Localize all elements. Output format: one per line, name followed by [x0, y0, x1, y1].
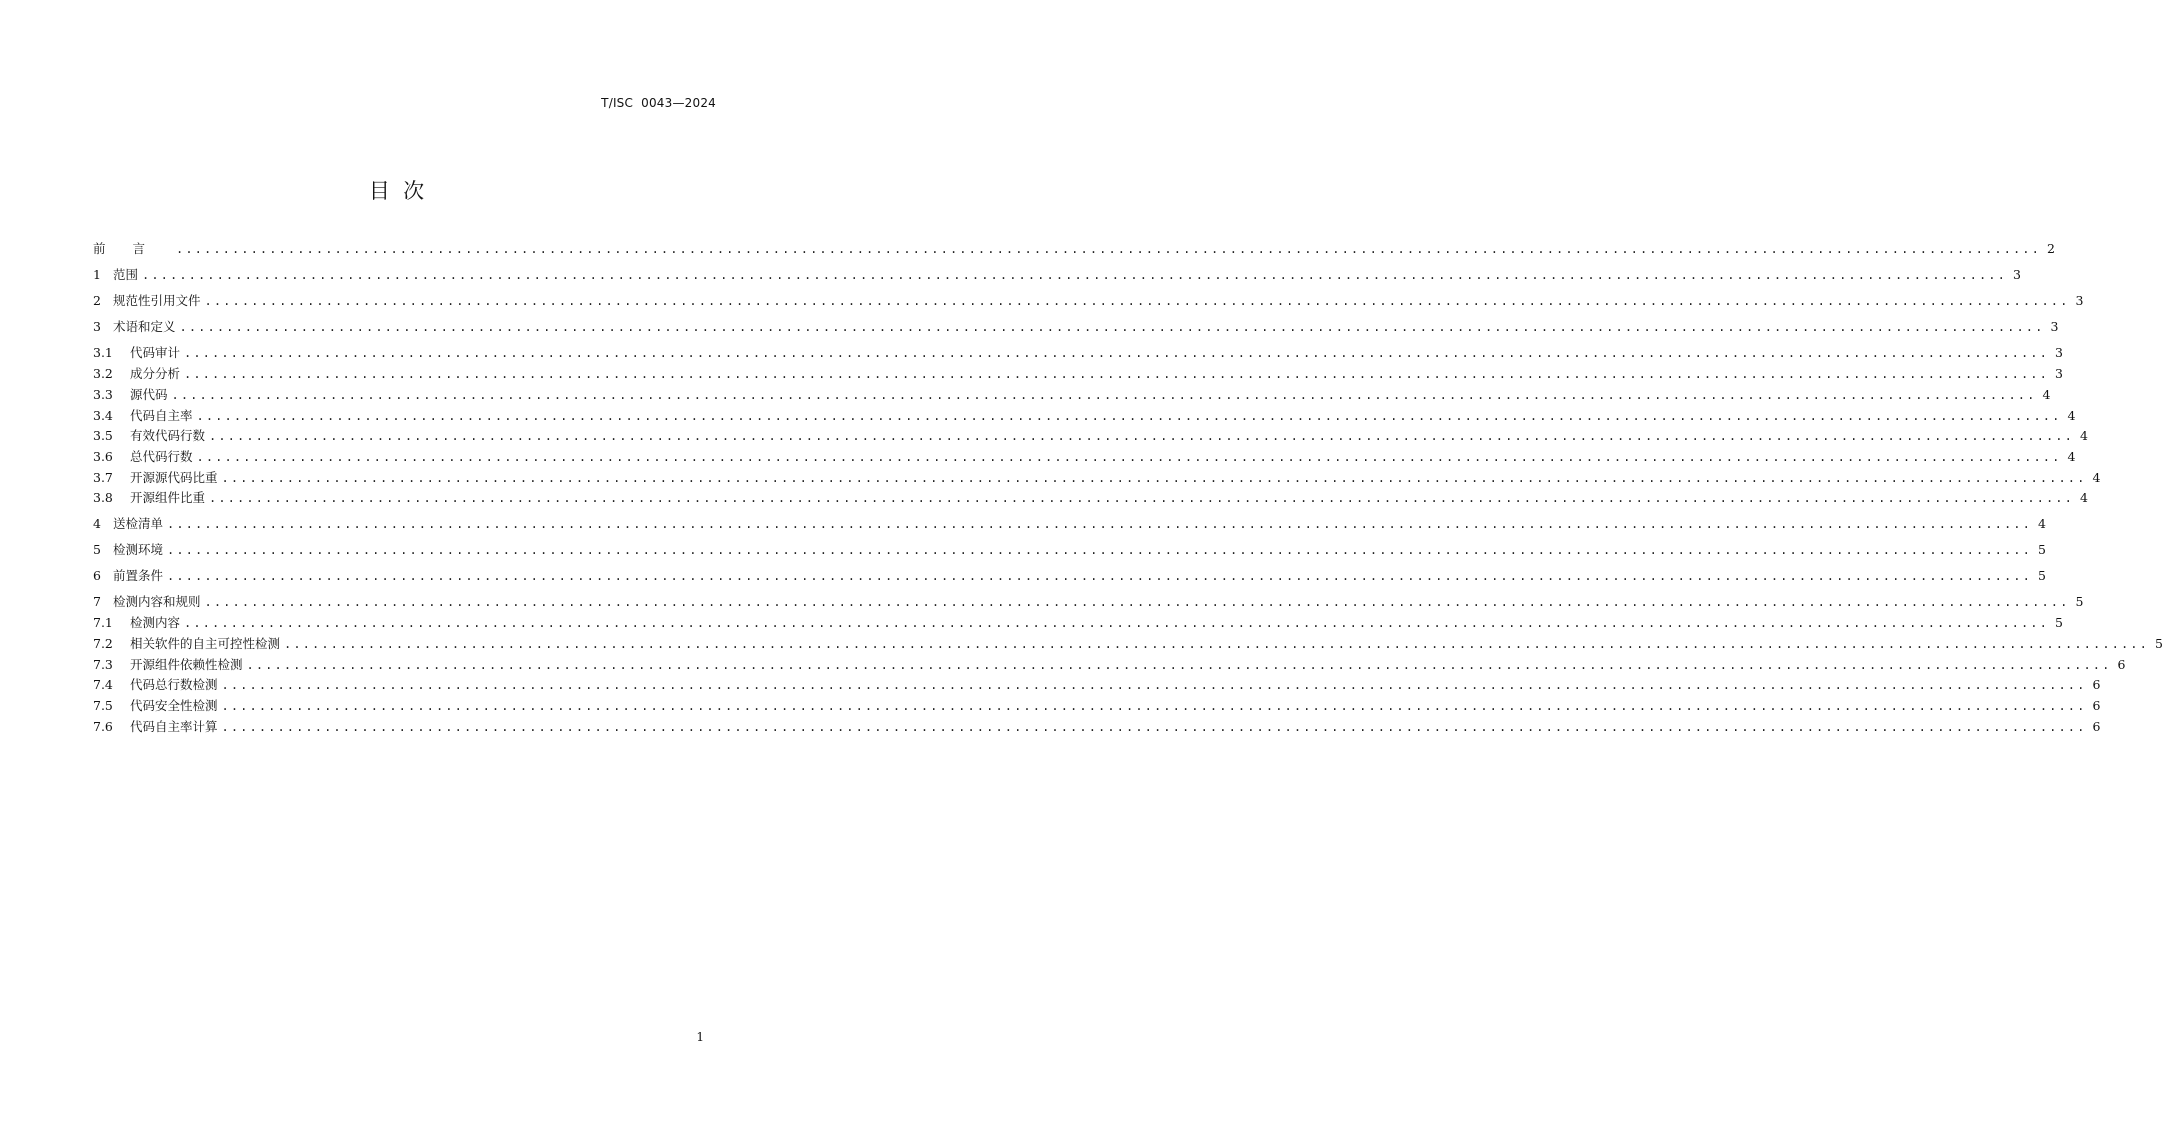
toc-entry-7-3[interactable] [93, 656, 2126, 674]
toc-entry-7-5[interactable] [93, 697, 2101, 715]
toc-leader-dots: ........................................................................................................................................................................................................ [209, 491, 2074, 505]
toc-leader-dots: ........................................................................................................................................................................................................ [204, 294, 2070, 308]
toc-entry-3-3[interactable] [93, 386, 2051, 404]
toc-entry-label: 术语和定义 [113, 319, 176, 334]
toc-entry-number: 5 [93, 542, 101, 557]
toc-entry-7[interactable] [93, 593, 2084, 611]
toc-entry-6[interactable] [93, 567, 2046, 585]
document-code: T/ISC 0043—2024 [601, 96, 716, 110]
toc-entry-page: 3 [2075, 293, 2084, 308]
toc-entry-number: 7.2 [93, 636, 113, 651]
toc-entry-label: 范围 [113, 267, 139, 282]
toc-leader-dots: ........................................................................................................................................................................................................ [179, 320, 2045, 334]
toc-entry-number: 3.7 [93, 470, 113, 485]
toc-leader-dots: ........................................................................................................................................................................................................ [176, 242, 2041, 256]
toc-entry-number: 3.4 [93, 408, 113, 423]
toc-entry-page: 4 [2092, 470, 2101, 485]
toc-entry-page: 2 [2046, 241, 2055, 256]
toc-entry-page: 6 [2092, 677, 2101, 692]
toc-entry-number: 7.1 [93, 615, 113, 630]
toc-entry-page: 5 [2154, 636, 2163, 651]
toc-entry-label: 前置条件 [113, 568, 164, 583]
toc-entry-label: 前言 [93, 241, 173, 256]
toc-entry-label: 总代码行数 [130, 449, 193, 464]
toc-entry-number: 1 [93, 267, 101, 282]
toc-entry-number: 3.1 [93, 345, 113, 360]
toc-entry-3[interactable] [93, 318, 2059, 336]
toc-entry-label: 开源组件依赖性检测 [130, 657, 243, 672]
toc-entry-number: 3.8 [93, 490, 113, 505]
toc-entry-number: 3 [93, 319, 101, 334]
toc-title: 目 次 [368, 179, 425, 203]
toc-entry-1[interactable] [93, 266, 2021, 284]
toc-entry-3-6[interactable] [93, 448, 2076, 466]
toc-entry-number: 2 [93, 293, 101, 308]
toc-entry-3-5[interactable] [93, 427, 2088, 445]
toc-entry-label: 代码安全性检测 [130, 698, 218, 713]
toc-leader-dots: ........................................................................................................................................................................................................ [221, 678, 2087, 692]
toc-entry-preface[interactable] [93, 240, 2055, 258]
toc-entry-label: 代码自主率 [130, 408, 193, 423]
toc-entry-number: 3.6 [93, 449, 113, 464]
toc-entry-page: 3 [2012, 267, 2021, 282]
toc-entry-number: 7.6 [93, 719, 113, 734]
toc-entry-2[interactable] [93, 292, 2084, 310]
toc-entry-label: 有效代码行数 [130, 428, 206, 443]
toc-entry-number: 4 [93, 516, 101, 531]
page-number: 1 [696, 1030, 704, 1044]
toc-leader-dots: ........................................................................................................................................................................................................ [196, 409, 2062, 423]
toc-entry-page: 5 [2037, 568, 2046, 583]
toc-entry-3-8[interactable] [93, 489, 2088, 507]
toc-entry-label: 检测内容和规则 [113, 594, 201, 609]
toc-entry-page: 4 [2079, 490, 2088, 505]
toc-leader-dots: ........................................................................................................................................................................................................ [184, 367, 2049, 381]
toc-entry-label: 相关软件的自主可控性检测 [130, 636, 281, 651]
toc-entry-label: 开源源代码比重 [130, 470, 218, 485]
toc-entry-number: 7.3 [93, 657, 113, 672]
toc-leader-dots: ........................................................................................................................................................................................................ [196, 450, 2062, 464]
toc-leader-dots: ........................................................................................................................................................................................................ [246, 658, 2112, 672]
toc-entry-page: 3 [2050, 319, 2059, 334]
toc-leader-dots: ........................................................................................................................................................................................................ [167, 517, 2032, 531]
toc-leader-dots: ........................................................................................................................................................................................................ [284, 637, 2149, 651]
toc-entry-7-2[interactable] [93, 635, 2163, 653]
toc-leader-dots: ........................................................................................................................................................................................................ [184, 616, 2049, 630]
toc-entry-page: 3 [2054, 345, 2063, 360]
toc-entry-number: 7.5 [93, 698, 113, 713]
toc-entry-label: 检测环境 [113, 542, 164, 557]
toc-entry-page: 6 [2092, 698, 2101, 713]
toc-entry-number: 3.2 [93, 366, 113, 381]
toc-entry-7-6[interactable] [93, 718, 2101, 736]
toc-entry-number: 6 [93, 568, 101, 583]
toc-entry-3-7[interactable] [93, 469, 2101, 487]
toc-entry-number: 7.4 [93, 677, 113, 692]
toc-leader-dots: ........................................................................................................................................................................................................ [184, 346, 2049, 360]
toc-entry-number: 3.3 [93, 387, 113, 402]
toc-leader-dots: ........................................................................................................................................................................................................ [209, 429, 2074, 443]
toc-entry-page: 6 [2092, 719, 2101, 734]
toc-entry-label: 代码审计 [130, 345, 181, 360]
toc-entry-page: 5 [2075, 594, 2084, 609]
toc-entry-3-4[interactable] [93, 407, 2076, 425]
toc-entry-label: 规范性引用文件 [113, 293, 201, 308]
toc-entry-label: 检测内容 [130, 615, 181, 630]
toc-entry-number: 7 [93, 594, 101, 609]
toc-entry-label: 成分分析 [130, 366, 181, 381]
toc-entry-3-1[interactable] [93, 344, 2063, 362]
toc-entry-page: 6 [2117, 657, 2126, 672]
toc-leader-dots: ........................................................................................................................................................................................................ [171, 388, 2037, 402]
toc-entry-3-2[interactable] [93, 365, 2063, 383]
toc-entry-page: 3 [2054, 366, 2063, 381]
toc-entry-page: 4 [2037, 516, 2046, 531]
toc-leader-dots: ........................................................................................................................................................................................................ [167, 543, 2032, 557]
toc-entry-page: 5 [2054, 615, 2063, 630]
toc-entry-label: 源代码 [130, 387, 168, 402]
toc-leader-dots: ........................................................................................................................................................................................................ [204, 595, 2070, 609]
toc-entry-5[interactable] [93, 541, 2046, 559]
toc-entry-page: 5 [2037, 542, 2046, 557]
toc-entry-label: 送检清单 [113, 516, 164, 531]
toc-entry-label: 代码自主率计算 [130, 719, 218, 734]
toc-entry-7-1[interactable] [93, 614, 2063, 632]
toc-entry-page: 4 [2067, 449, 2076, 464]
toc-entry-label: 代码总行数检测 [130, 677, 218, 692]
toc-leader-dots: ........................................................................................................................................................................................................ [221, 699, 2087, 713]
toc-entry-page: 4 [2067, 408, 2076, 423]
toc-entry-page: 4 [2042, 387, 2051, 402]
toc-leader-dots: ........................................................................................................................................................................................................ [167, 569, 2032, 583]
toc-leader-dots: ........................................................................................................................................................................................................ [221, 720, 2087, 734]
toc-leader-dots: ........................................................................................................................................................................................................ [221, 471, 2087, 485]
toc-leader-dots: ........................................................................................................................................................................................................ [142, 268, 2007, 282]
toc-entry-number: 3.5 [93, 428, 113, 443]
toc-entry-label: 开源组件比重 [130, 490, 206, 505]
toc-entry-4[interactable] [93, 515, 2046, 533]
toc-entry-7-4[interactable] [93, 676, 2101, 694]
toc-entry-page: 4 [2079, 428, 2088, 443]
